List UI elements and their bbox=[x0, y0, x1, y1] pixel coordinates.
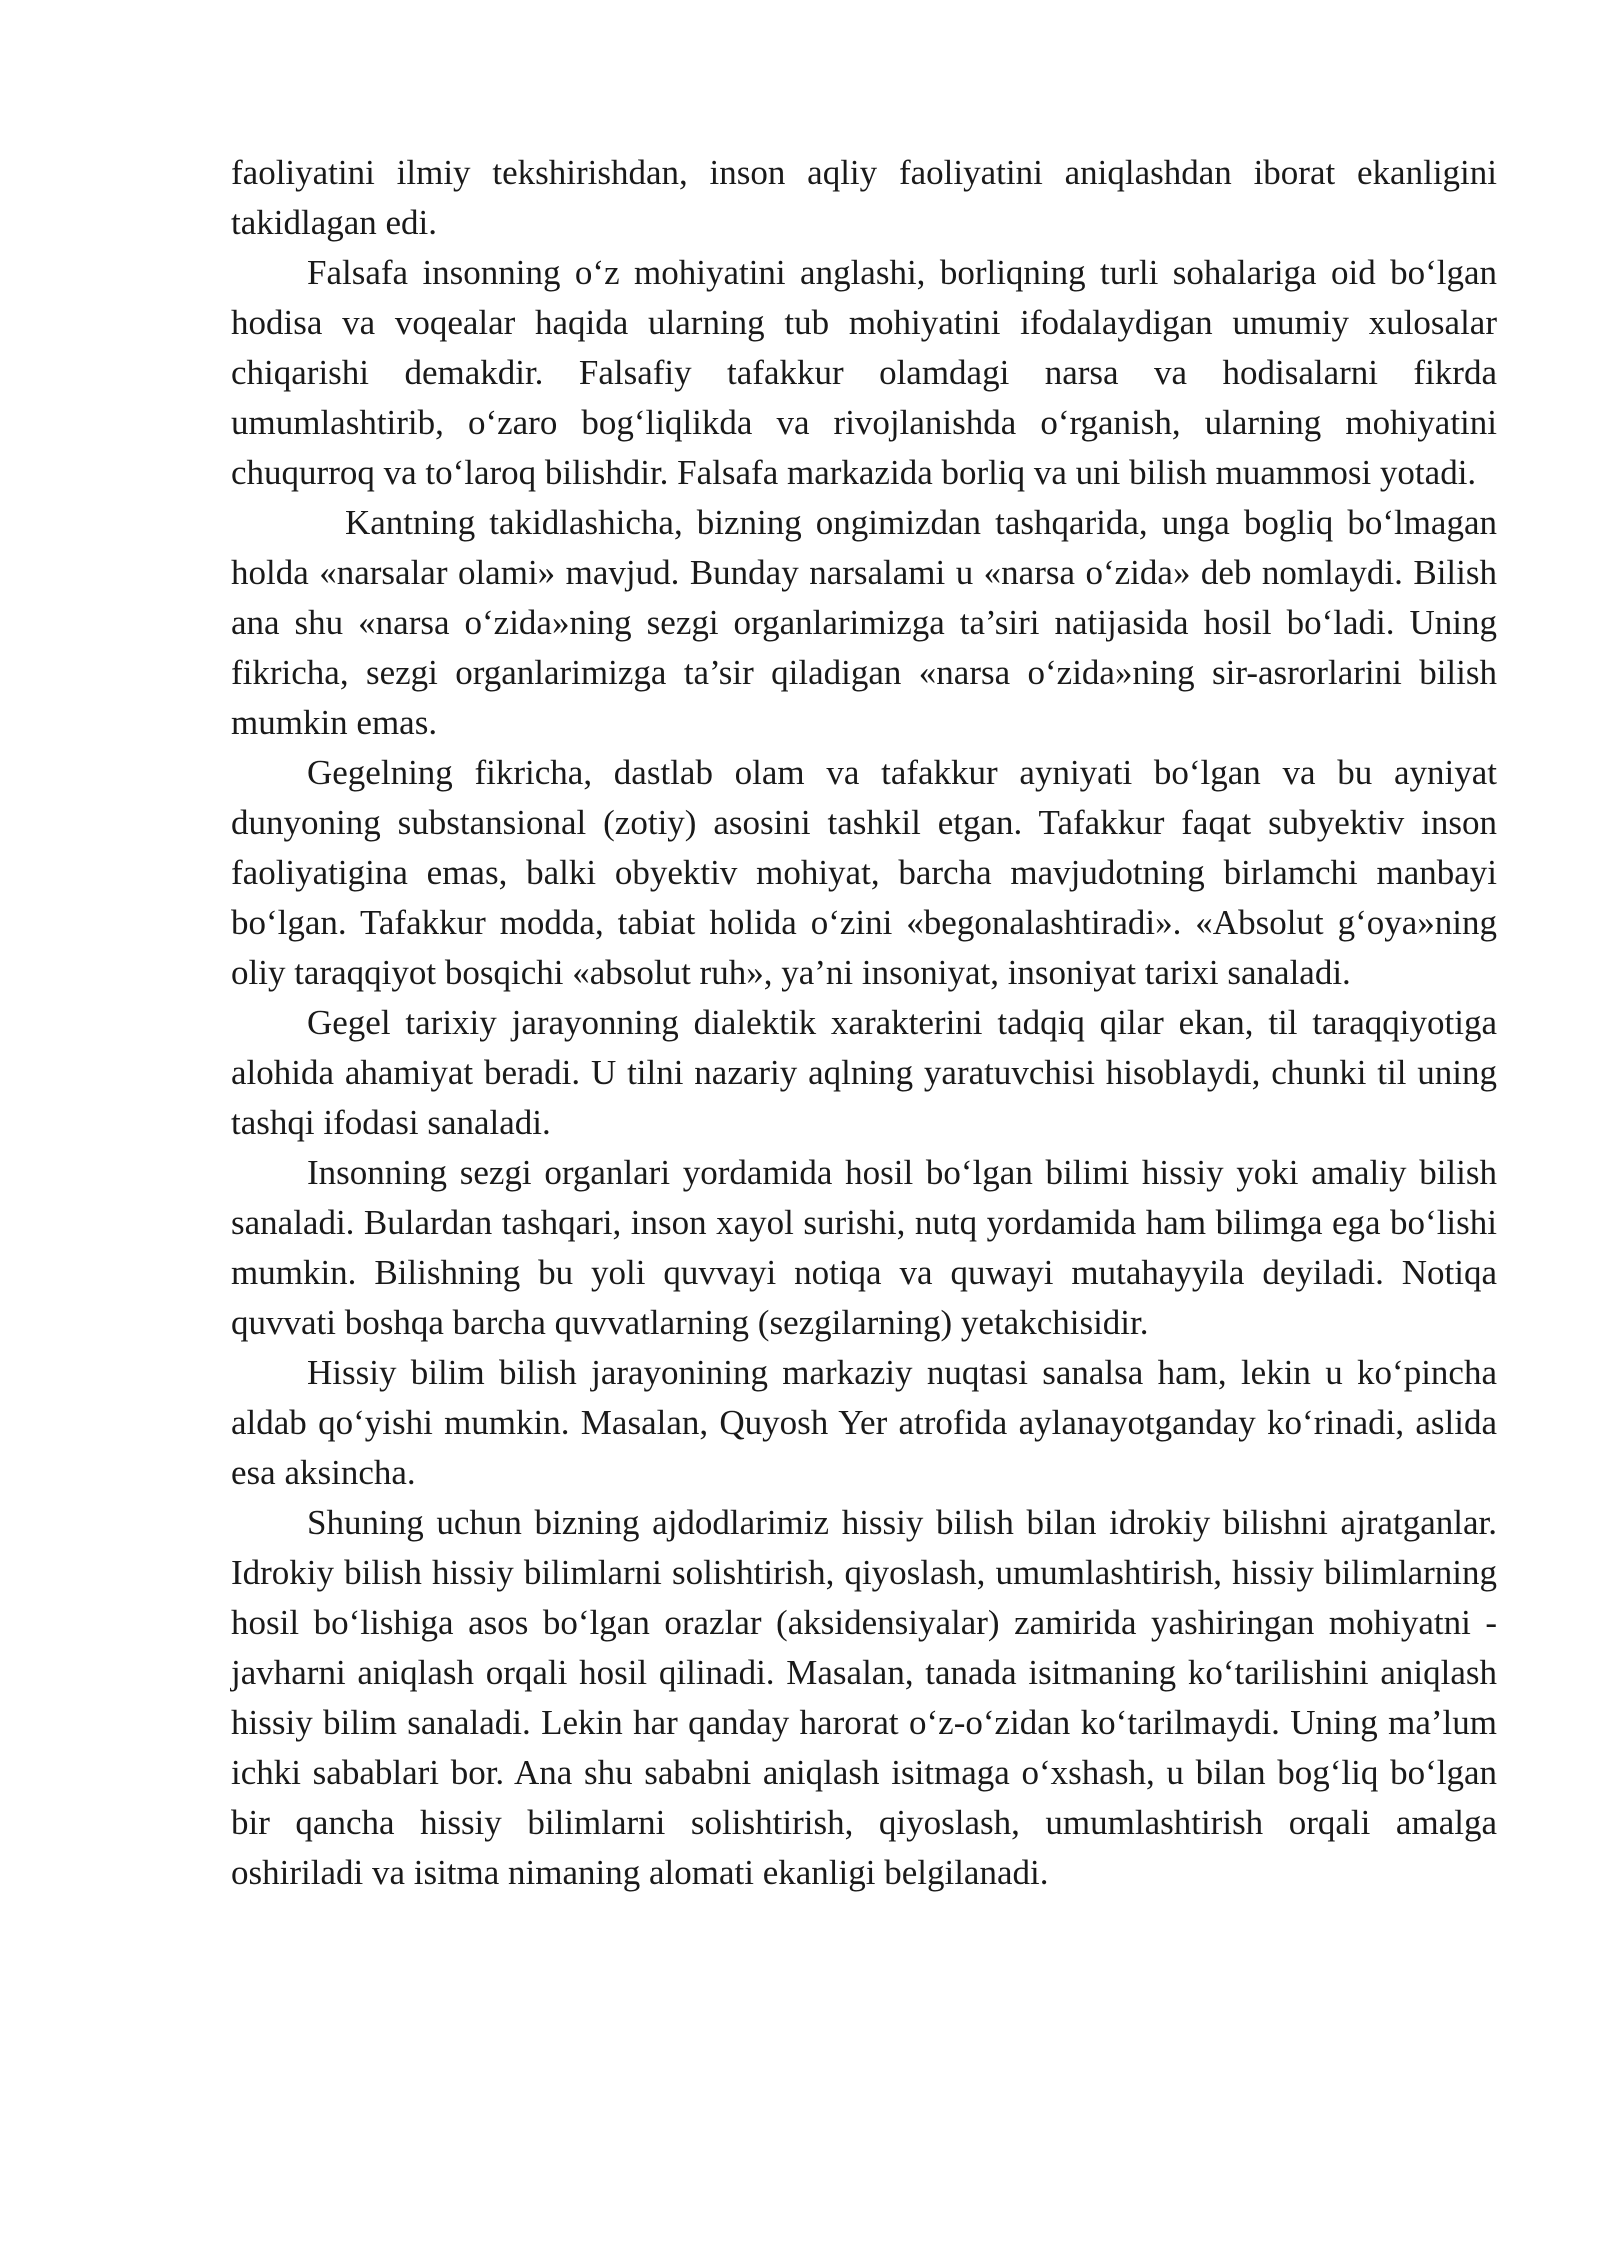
paragraph-gegel-tarixiy: Gegel tarixiy jarayonning dialektik xarakterini tadqiq qilar ekan, til taraqqiyotiga alohida ahamiyat beradi. U tilni nazariy aqlning yaratuvchisi hisoblaydi, chunki til uning tashqi ifodasi sanaladi. bbox=[231, 1003, 1497, 1142]
paragraph-sezgi-organlari: Insonning sezgi organlari yordamida hosil bo‘lgan bilimi hissiy yoki amaliy bilish sanaladi. Bulardan tashqari, inson xayol surishi, nutq yordamida ham bilimga ega bo‘lishi mumkin. Bilishning bu yoli quvvayi notiqa va quwayi mutahayyila deyiladi. Notiqa quvvati boshqa barcha quvvatlarning (sezgilarning) yetakchisidir. bbox=[231, 1153, 1497, 1342]
paragraph-falsafa: Falsafa insonning o‘z mohiyatini anglashi, borliqning turli sohalariga oid bo‘lgan hodisa va voqealar haqida ularning tub mohiyatini ifodalaydigan umumiy xulosalar chiqarishi demakdir. Falsafiy tafakkur olamdagi narsa va hodisalarni fikrda umumlashtirib, o‘zaro bog‘liqlikda va rivojlanishda o‘rganish, ularning mohiyatini chuqurroq va to‘laroq bilishdir. Falsafa markazida borliq va uni bilish muammosi yotadi. bbox=[231, 253, 1497, 492]
paragraph-gegel-fikricha: Gegelning fikricha, dastlab olam va tafakkur ayniyati bo‘lgan va bu ayniyat dunyoning substansional (zotiy) asosini tashkil etgan. Tafakkur faqat subyektiv inson faoliyatigina emas, balki obyektiv mohiyat, barcha mavjudotning birlamchi manbayi bo‘lgan. Tafakkur modda, tabiat holida o‘zini «begonalashtiradi». «Absolut g‘oya»ning oliy taraqqiyot bosqichi «absolut ruh», ya’ni insoniyat, insoniyat tarixi sanaladi. bbox=[231, 753, 1497, 992]
paragraph-kant: Kantning takidlashicha, bizning ongimizdan tashqarida, unga bogliq bo‘lmagan holda «narsalar olami» mavjud. Bunday narsalami u «narsa o‘zida» deb nomlaydi. Bilish ana shu «narsa o‘zida»ning sezgi organlarimizga ta’siri natijasida hosil bo‘ladi. Uning fikricha, sezgi organlarimizga ta’sir qiladigan «narsa o‘zida»ning sir-asrorlarini bilish mumkin emas. bbox=[231, 503, 1497, 742]
paragraph-idrokiy-bilish: Shuning uchun bizning ajdodlarimiz hissiy bilish bilan idrokiy bilishni ajratganlar. Idrokiy bilish hissiy bilimlarni solishtirish, qiyoslash, umumlashtirish, hissiy bilimlarning hosil bo‘lishiga asos bo‘lgan orazlar (aksidensiyalar) zamirida yashiringan mohiyatni - javharni aniqlash orqali hosil qilinadi. Masalan, tanada isitmaning ko‘tarilishini aniqlash hissiy bilim sanaladi. Lekin har qanday harorat o‘z-o‘zidan ko‘tarilmaydi. Uning ma’lum ichki sabablari bor. Ana shu sababni aniqlash isitmaga o‘xshash, u bilan bog‘liq bo‘lgan bir qancha hissiy bilimlarni solishtirish, qiyoslash, umumlashtirish orqali amalga oshiriladi va isitma nimaning alomati ekanligi belgilanadi. bbox=[231, 1503, 1497, 1892]
paragraph-continuation: faoliyatini ilmiy tekshirishdan, inson aqliy faoliyatini aniqlashdan iborat ekanligini takidlagan edi. bbox=[231, 153, 1497, 242]
body-text bbox=[231, 148, 1497, 1898]
paragraph-hissiy-bilim: Hissiy bilim bilish jarayonining markaziy nuqtasi sanalsa ham, lekin u ko‘pincha aldab qo‘yishi mumkin. Masalan, Quyosh Yer atrofida aylanayotganday ko‘rinadi, aslida esa aksincha. bbox=[231, 1353, 1497, 1492]
